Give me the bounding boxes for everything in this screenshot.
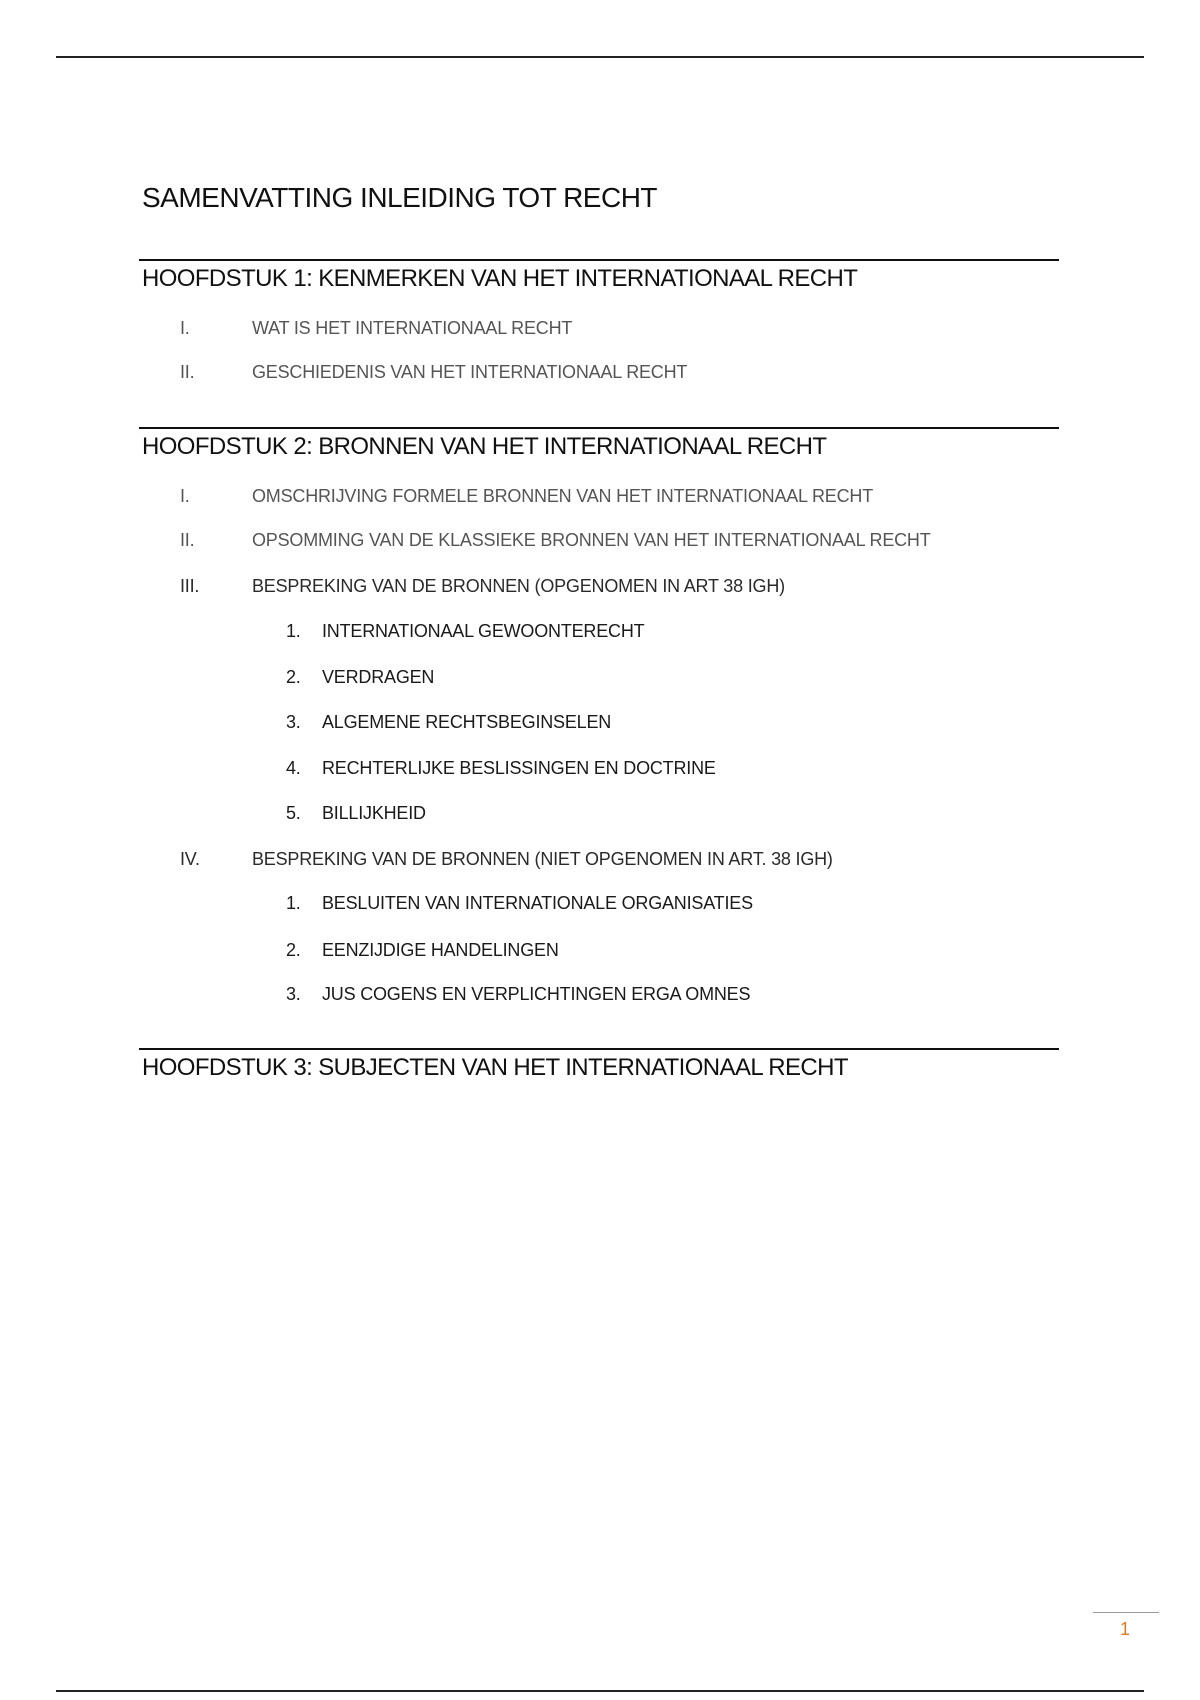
chapter-heading[interactable]: HOOFDSTUK 1: KENMERKEN VAN HET INTERNATIONAAL RECHT bbox=[142, 265, 858, 292]
toc-entry-label: WAT IS HET INTERNATIONAAL RECHT bbox=[252, 318, 573, 338]
document-title: SAMENVATTING INLEIDING TOT RECHT bbox=[142, 182, 658, 213]
page-top-rule bbox=[56, 56, 1144, 58]
toc-entry-label: GESCHIEDENIS VAN HET INTERNATIONAAL RECHT bbox=[252, 362, 688, 382]
chapter-heading[interactable]: HOOFDSTUK 3: SUBJECTEN VAN HET INTERNATIONAAL RECHT bbox=[142, 1054, 848, 1081]
toc-subentry-number: 5. bbox=[286, 803, 301, 823]
toc-subentry-label: RECHTERLIJKE BESLISSINGEN EN DOCTRINE bbox=[322, 758, 716, 778]
chapter-rule bbox=[139, 1048, 1059, 1050]
chapter-rule bbox=[139, 427, 1059, 429]
toc-subentry-label: INTERNATIONAAL GEWOONTERECHT bbox=[322, 621, 645, 641]
toc-entry-number: II. bbox=[180, 530, 195, 550]
toc-entry-label: OMSCHRIJVING FORMELE BRONNEN VAN HET INTERNATIONAAL RECHT bbox=[252, 486, 873, 506]
toc-subentry-number: 1. bbox=[286, 893, 301, 913]
toc-entry-number: IV. bbox=[180, 849, 200, 869]
toc-entry-number: I. bbox=[180, 318, 190, 338]
toc-entry-label: OPSOMMING VAN DE KLASSIEKE BRONNEN VAN HET INTERNATIONAAL RECHT bbox=[252, 530, 931, 550]
toc-subentry-number: 3. bbox=[286, 984, 301, 1004]
toc-entry-number: III. bbox=[180, 576, 200, 596]
toc-entry-label: BESPREKING VAN DE BRONNEN (OPGENOMEN IN ART 38 IGH) bbox=[252, 576, 785, 596]
chapter-heading[interactable]: HOOFDSTUK 2: BRONNEN VAN HET INTERNATIONAAL RECHT bbox=[142, 433, 827, 460]
toc-entry-label: BESPREKING VAN DE BRONNEN (NIET OPGENOMEN IN ART. 38 IGH) bbox=[252, 849, 833, 869]
toc-entry-number: II. bbox=[180, 362, 195, 382]
page-number: 1 bbox=[1120, 1619, 1131, 1639]
toc-subentry-label: JUS COGENS EN VERPLICHTINGEN ERGA OMNES bbox=[322, 984, 751, 1004]
toc-subentry-label: EENZIJDIGE HANDELINGEN bbox=[322, 940, 559, 960]
toc-subentry-label: BILLIJKHEID bbox=[322, 803, 426, 823]
page-bottom-rule bbox=[56, 1690, 1144, 1692]
toc-subentry-label: ALGEMENE RECHTSBEGINSELEN bbox=[322, 712, 612, 732]
toc-subentry-number: 4. bbox=[286, 758, 301, 778]
chapter-rule bbox=[139, 259, 1059, 261]
toc-subentry-number: 2. bbox=[286, 940, 301, 960]
toc-subentry-number: 2. bbox=[286, 667, 301, 687]
toc-subentry-label: BESLUITEN VAN INTERNATIONALE ORGANISATIES bbox=[322, 893, 753, 913]
toc-subentry-label: VERDRAGEN bbox=[322, 667, 435, 687]
toc-entry-number: I. bbox=[180, 486, 190, 506]
page-number-rule bbox=[1093, 1612, 1159, 1613]
toc-subentry-number: 1. bbox=[286, 621, 301, 641]
toc-subentry-number: 3. bbox=[286, 712, 301, 732]
